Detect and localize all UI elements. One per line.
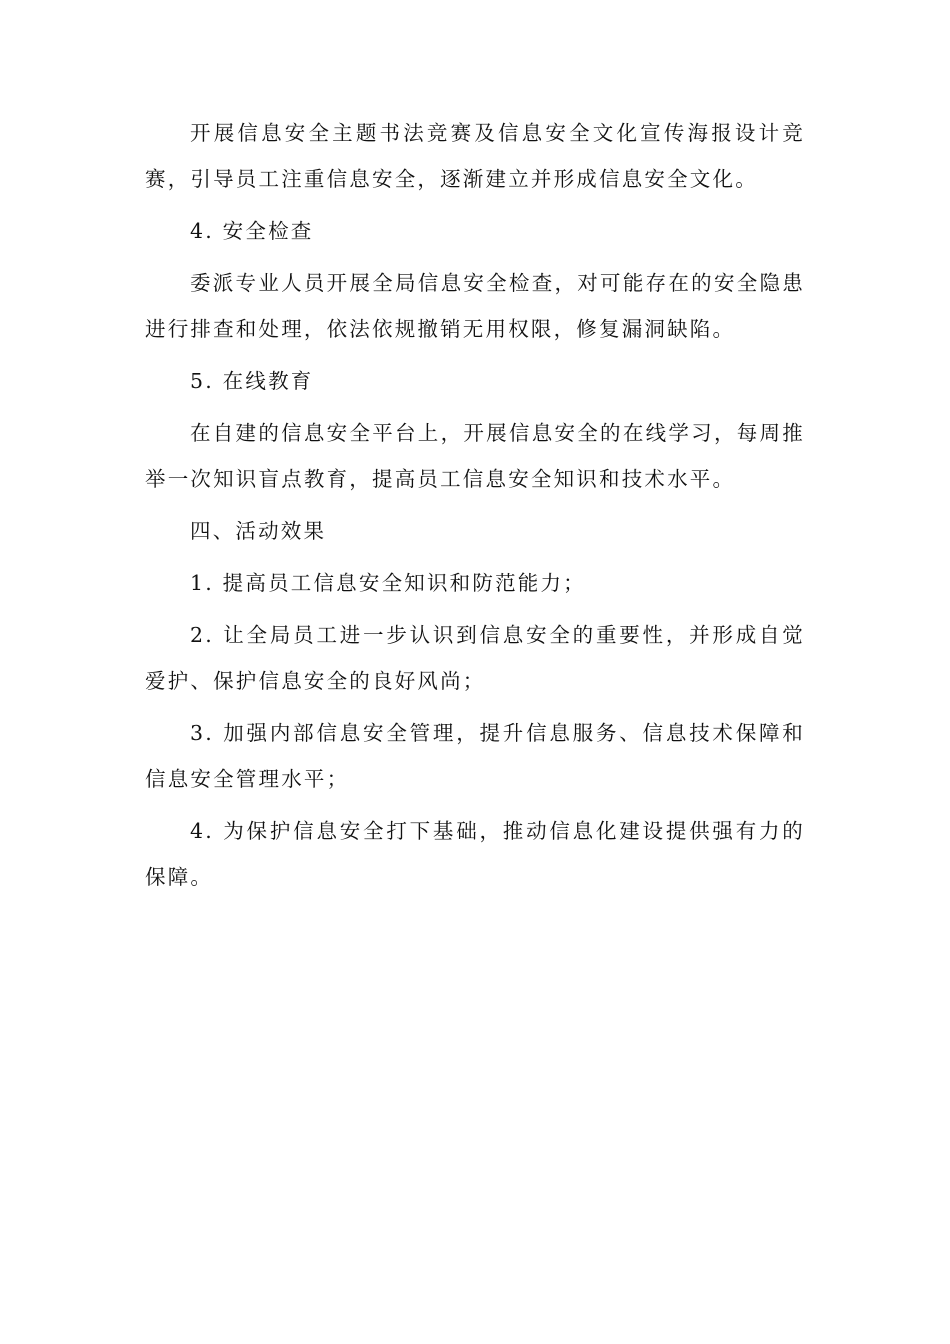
heading-security-check: 4. 安全检查	[190, 219, 314, 243]
paragraph-security-check: 委派专业人员开展全局信息安全检查，对可能存在的安全隐患进行排查和处理，依法依规撤销无用权限，修复漏洞缺陷。	[145, 271, 805, 341]
heading-activity-effect: 四、活动效果	[190, 519, 327, 543]
list-item-effect-1: 1. 提高员工信息安全知识和防范能力；	[190, 571, 586, 595]
paragraph-online-education: 在自建的信息安全平台上，开展信息安全的在线学习，每周推举一次知识盲点教育，提高员工信息安全知识和技术水平。	[145, 421, 805, 491]
heading-online-education: 5. 在线教育	[190, 369, 314, 393]
list-item-effect-4: 4. 为保护信息安全打下基础，推动信息化建设提供强有力的保障。	[145, 819, 805, 889]
document-body	[145, 110, 805, 906]
paragraph-calligraphy-contest: 开展信息安全主题书法竞赛及信息安全文化宣传海报设计竞赛，引导员工注重信息安全，逐渐建立并形成信息安全文化。	[145, 121, 805, 191]
list-item-effect-2: 2. 让全局员工进一步认识到信息安全的重要性，并形成自觉爱护、保护信息安全的良好风尚；	[145, 623, 805, 693]
list-item-effect-3: 3. 加强内部信息安全管理，提升信息服务、信息技术保障和信息安全管理水平；	[145, 721, 805, 791]
